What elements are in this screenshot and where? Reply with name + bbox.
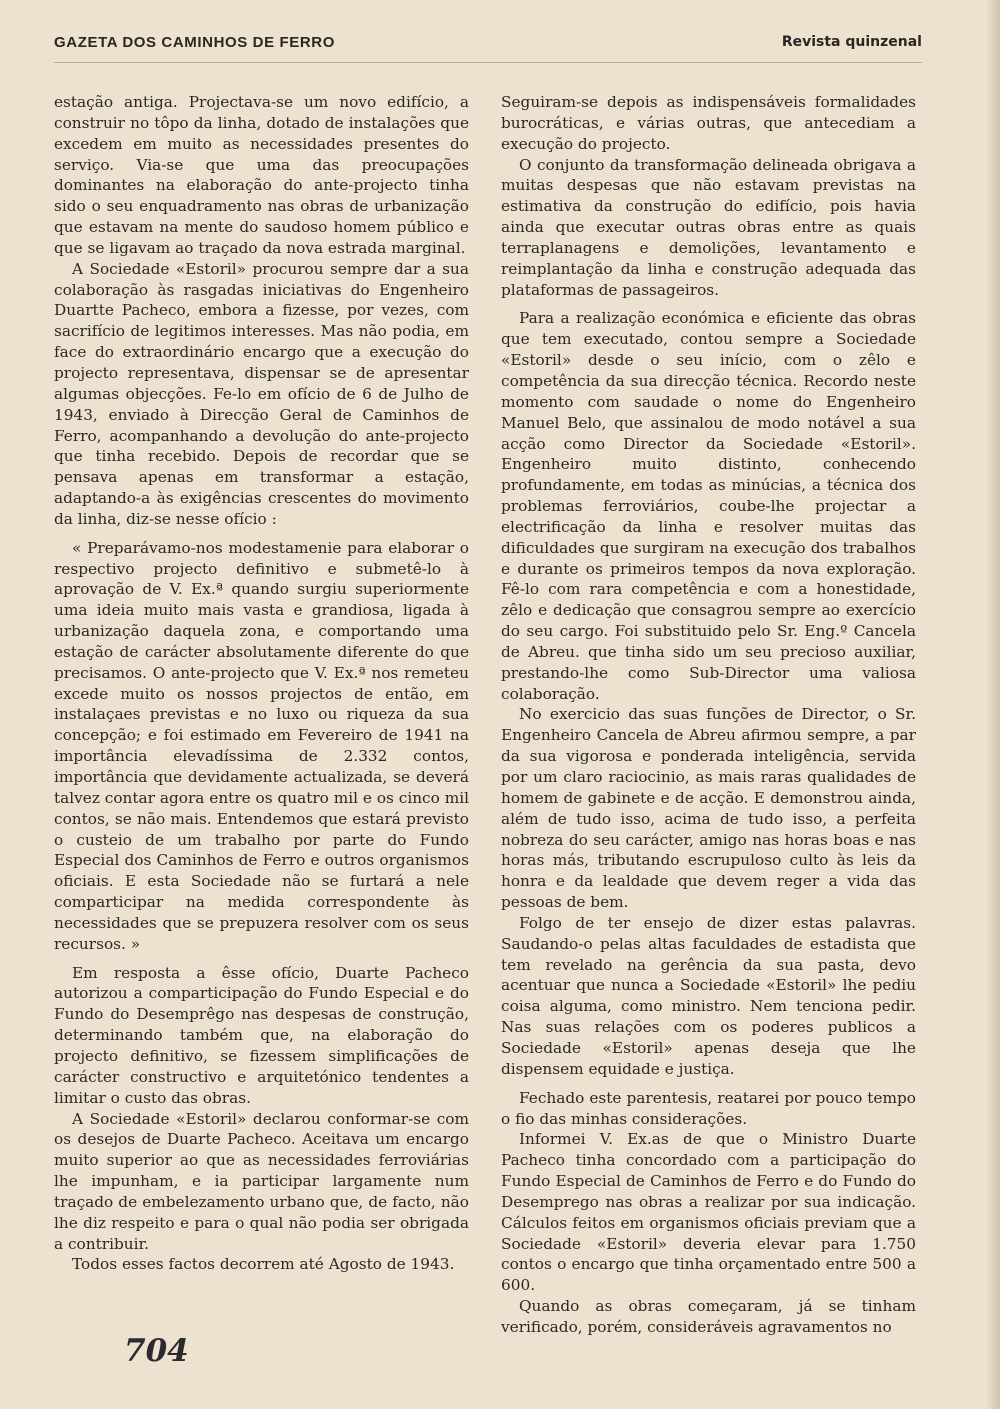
- journal-subtitle: Revista quinzenal: [781, 34, 922, 50]
- paragraph: A Sociedade «Estoril» declarou conformar-se com os desejos de Duarte Pacheco. Aceitava um encargo muito superior ao que as necessidades ferroviárias lhe impunham, e ia participar largamente num traçado de embelezamento urbano que, de facto, não lhe diz respeito e para o qual não podia ser obrigada a contribuir.: [54, 1109, 469, 1253]
- quoted-letter: « Preparávamo-nos modestamenie para elaborar o respectivo projecto definitivo e submetê-lo à aprovação de V. Ex.ª quando surgiu superiormente uma ideia muito mais vasta e grandiosa, ligada à urbanização daquela zona, e comportando uma estação de carácter absolutamente diferente do que precisamos. O ante-projecto que V. Ex.ª nos remeteu excede muito os nossos projectos de então, em instalaçaes previstas e no luxo ou riqueza da sua concepção; e foi estimado em Fevereiro de 1941 na importância elevadíssima de 2.332 contos, importância que devidamente actualizada, se deverá talvez contar agora entre os quatro mil e os cinco mil contos, se não mais. Entendemos que estará previsto o custeio de um trabalho por parte do Fundo Especial dos Caminhos de Ferro e outros organismos oficiais. E esta Sociedade não se furtará a nele comparticipar na medida correspondente às necessidades que se prepuzera resolver com os seus recursos. »: [54, 538, 469, 953]
- right-column: [501, 92, 916, 1338]
- left-column: [54, 92, 469, 1275]
- paragraph: Quando as obras começaram, já se tinham verificado, porém, consideráveis agravamentos no: [501, 1297, 916, 1336]
- paragraph: Informei V. Ex.as de que o Ministro Duarte Pacheco tinha concordado com a participação do Fundo Especial de Caminhos de Ferro e do Fundo do Desemprego nas obras a realizar por sua indicação. Cálculos feitos em organismos oficiais previam que a Sociedade «Estoril» deveria elevar para 1.750 contos o encargo que tinha orçamentado entre 500 a 600.: [501, 1130, 916, 1295]
- paragraph: A Sociedade «Estoril» procurou sempre dar a sua colaboração às rasgadas iniciativas do Engenheiro Duartte Pacheco, embora a fizesse, por vezes, com sacrifício de legitimos interesses. Mas não podia, em face do extraordinário encargo que a execução do projecto representava, dispensar se de apresentar algumas objecções. Fe-lo em ofício de 6 de Julho de 1943, enviado à Direcção Geral de Caminhos de Ferro, acompanhando a devolução do ante-projecto que tinha recebido. Depois de recordar que se pensava apenas em transformar a estação, adaptando-a às exigências crescentes do movimento da linha, diz-se nesse ofício :: [54, 259, 469, 528]
- header-divider: [54, 62, 922, 63]
- journal-title: GAZETA DOS CAMINHOS DE FERRO: [54, 34, 335, 51]
- paragraph: O conjunto da transformação delineada obrigava a muitas despesas que não estavam previstas na estimativa da construção do edifício, pois havia ainda que executar outras obras entre as quais terraplanagens e demolições, levantamento e reimplantação da linha e construção adequada das plataformas de passageiros.: [501, 155, 916, 299]
- paragraph: Fechado este parentesis, reatarei por pouco tempo o fio das minhas considerações.: [501, 1088, 916, 1128]
- paragraph: Folgo de ter ensejo de dizer estas palavras. Saudando-o pelas altas faculdades de estadista que tem revelado na gerência da sua pasta, devo acentuar que nunca a Sociedade «Estoril» lhe pediu coisa alguma, como ministro. Nem tenciona pedir. Nas suas relações com os poderes publicos a Sociedade «Estoril» apenas deseja que lhe dispensem equidade e justiça.: [501, 913, 916, 1078]
- paragraph: estação antiga. Projectava-se um novo edifício, a construir no tôpo da linha, dotado de instalações que excedem em muito as necessidades presentes do serviço. Via-se que uma das preocupações dominantes na elaboração do ante-projecto tinha sido o seu enquadramento nas obras de urbanização que estavam na mente do saudoso homem público e que se ligavam ao traçado da nova estrada marginal.: [54, 93, 469, 257]
- paragraph: Em resposta a êsse ofício, Duarte Pacheco autorizou a comparticipação do Fundo Especial e do Fundo do Desemprêgo nas despesas de construção, determinando também que, na elaboração do projecto definitivo, se fizessem simplificações de carácter constructivo e arquitetónico tendentes a limitar o custo das obras.: [54, 963, 469, 1107]
- page-number: 704: [124, 1333, 189, 1369]
- running-header: [54, 34, 922, 56]
- page-edge-shadow: [986, 0, 1000, 1409]
- paragraph: Para a realização económica e eficiente das obras que tem executado, contou sempre a Sociedade «Estoril» desde o seu início, com o zêlo e competência da sua direcção técnica. Recordo neste momento com saudade o nome do Engenheiro Manuel Belo, que assinalou de modo notável a sua acção como Director da Sociedade «Estoril». Engenheiro muito distinto, conhecendo profundamente, em todas as minúcias, a técnica dos problemas ferroviários, coube-lhe projectar a electrificação da linha e resolver muitas das dificuldades que surgiram na execução dos trabalhos e durante os primeiros tempos da nova exploração. Fê-lo com rara competência e com a honestidade, zêlo e dedicação que consagrou sempre ao exercício do seu cargo. Foi substituido pelo Sr. Eng.º Cancela de Abreu. que tinha sido um seu precioso auxiliar, prestando-lhe como Sub-Director uma valiosa colaboração.: [501, 309, 916, 703]
- paragraph: No exercicio das suas funções de Director, o Sr. Engenheiro Cancela de Abreu afirmou sempre, a par da sua vigorosa e ponderada inteligência, servida por um claro raciocinio, as mais raras qualidades de homem de gabinete e de acção. E demonstrou ainda, além de tudo isso, acima de tudo isso, a perfeita nobreza do seu carácter, amigo nas horas boas e nas horas más, tributando escrupuloso culto às leis da honra e da lealdade que devem reger a vida das pessoas de bem.: [501, 705, 916, 912]
- paragraph: Todos esses factos decorrem até Agosto de 1943.: [72, 1255, 455, 1274]
- paragraph: Seguiram-se depois as indispensáveis formalidades burocráticas, e várias outras, que antecediam a execução do projecto.: [501, 93, 916, 153]
